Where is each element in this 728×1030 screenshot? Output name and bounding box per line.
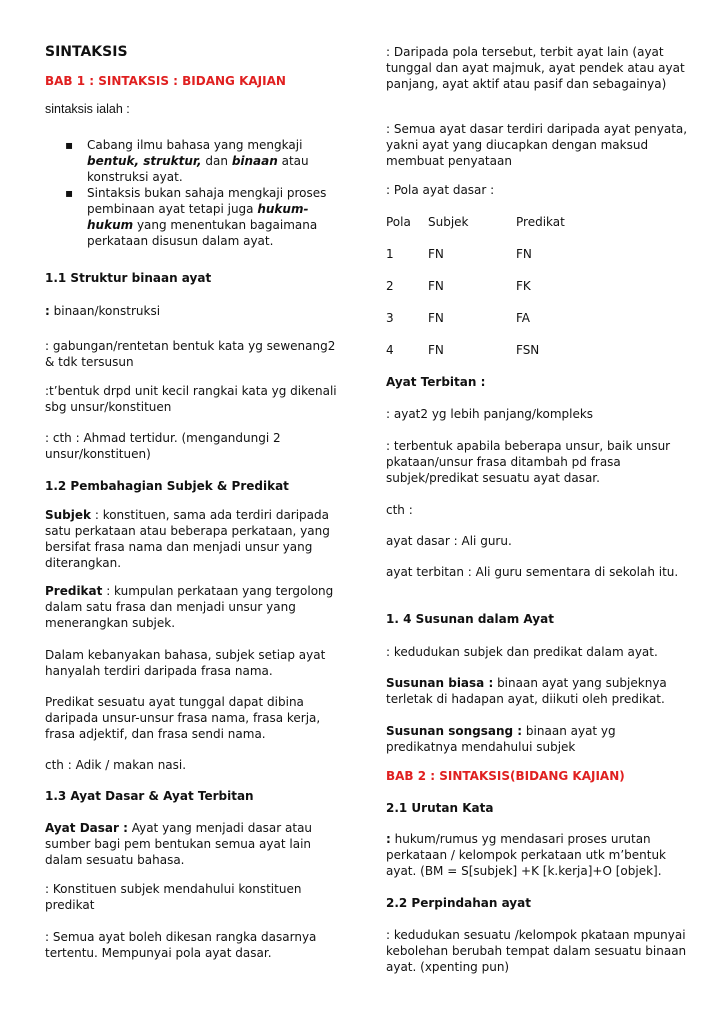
column-header: Pola (386, 215, 411, 229)
table-row (386, 278, 565, 310)
square-bullet-icon: ▪ (65, 138, 74, 152)
table-row (386, 310, 565, 342)
table-cell: FN (428, 343, 444, 357)
page-title: SINTAKSIS (45, 44, 128, 60)
paragraph: : Semua ayat boleh dikesan rangka dasarnya tertentu. Mempunyai pola ayat dasar. (45, 930, 317, 960)
table-cell: 3 (386, 311, 394, 325)
paragraph: : kedudukan subjek dan predikat dalam ayat. (386, 645, 658, 659)
section-2-1-heading: 2.1 Urutan Kata (386, 801, 494, 815)
table-cell: FA (516, 311, 531, 325)
example-text: ayat dasar : Ali guru. (386, 534, 512, 548)
column-header: Subjek (428, 215, 469, 229)
list-item: ▪ Sintaksis bukan sahaja mengkaji proses pembinaan ayat tetapi juga hukum-hukum yang menentukan bagaimana perkataan disusun dalam ayat. (65, 186, 327, 248)
paragraph: : gabungan/rentetan bentuk kata yg sewenang2 & tdk tersusun (45, 339, 336, 369)
square-bullet-icon: ▪ (65, 186, 74, 200)
paragraph: : kedudukan sesuatu /kelompok pkataan mpunyai kebolehan berubah tempat dalam sesuatu binaan ayat. (xpenting pun) (386, 928, 687, 974)
table-cell: 4 (386, 343, 394, 357)
table-cell: 2 (386, 279, 394, 293)
paragraph: : Pola ayat dasar : (386, 183, 495, 197)
example-label: cth : (386, 503, 413, 517)
table-cell: FK (516, 279, 531, 293)
paragraph: : binaan/konstruksi (45, 304, 161, 318)
column-header: Predikat (516, 215, 565, 229)
chapter-1-heading: BAB 1 : SINTAKSIS : BIDANG KAJIAN (45, 74, 286, 88)
table-header-row (386, 214, 565, 246)
pola-ayat-table (386, 214, 565, 374)
table-cell: FN (516, 247, 532, 261)
paragraph: : cth : Ahmad tertidur. (mengandungi 2 unsur/konstituen) (45, 431, 281, 461)
section-1-3-heading: 1.3 Ayat Dasar & Ayat Terbitan (45, 789, 254, 803)
intro-text: sintaksis ialah : (45, 102, 130, 116)
predikat-definition: Predikat : kumpulan perkataan yang tergolong dalam satu frasa dan menjadi unsur yang menerangkan subjek. (45, 584, 334, 630)
susunan-songsang-definition: Susunan songsang : binaan ayat yg predikatnya mendahului subjek (386, 724, 616, 754)
chapter-2-heading: BAB 2 : SINTAKSIS(BIDANG KAJIAN) (386, 769, 625, 783)
section-1-4-heading: 1. 4 Susunan dalam Ayat (386, 612, 554, 626)
paragraph: : terbentuk apabila beberapa unsur, baik unsur pkataan/unsur frasa ditambah pd frasa subjek/predikat sesuatu ayat dasar. (386, 439, 671, 485)
table-cell: FN (428, 247, 444, 261)
table-cell: 1 (386, 247, 394, 261)
ayat-dasar-definition: Ayat Dasar : Ayat yang menjadi dasar atau sumber bagi pem bentukan semua ayat lain dalam sesuatu bahasa. (45, 821, 313, 867)
section-1-2-heading: 1.2 Pembahagian Subjek & Predikat (45, 479, 289, 493)
example-text: cth : Adik / makan nasi. (45, 758, 187, 772)
paragraph: : hukum/rumus yg mendasari proses urutan perkataan / kelompok perkataan utk m’bentuk ayat. (BM = S[subjek] +K [k.kerja]+O [objek]. (386, 832, 667, 878)
section-2-2-heading: 2.2 Perpindahan ayat (386, 896, 531, 910)
table-cell: FN (428, 311, 444, 325)
paragraph: : ayat2 yg lebih panjang/kompleks (386, 407, 594, 421)
section-1-1-heading: 1.1 Struktur binaan ayat (45, 271, 212, 285)
subjek-definition: Subjek : konstituen, sama ada terdiri daripada satu perkataan atau beberapa perkataan, yang bersifat frasa nama dan menjadi unsur yang diterangkan. (45, 508, 330, 570)
paragraph: :t’bentuk drpd unit kecil rangkai kata yg dikenali sbg unsur/konstituen (45, 384, 337, 414)
paragraph: : Konstituen subjek mendahului konstituen predikat (45, 882, 302, 912)
paragraph: : Daripada pola tersebut, terbit ayat lain (ayat tunggal dan ayat majmuk, ayat pendek atau ayat panjang, ayat aktif atau pasif dan sebagainya) (386, 45, 685, 91)
ayat-terbitan-heading: Ayat Terbitan : (386, 375, 486, 389)
paragraph: Predikat sesuatu ayat tunggal dapat dibina daripada unsur-unsur frasa nama, frasa kerja, frasa adjektif, dan frasa sendi nama. (45, 695, 321, 741)
list-item: ▪ Cabang ilmu bahasa yang mengkaji bentuk, struktur, dan binaan atau konstruksi ayat. (65, 138, 309, 184)
definition-list (45, 137, 343, 249)
table-row (386, 246, 565, 278)
example-text: ayat terbitan : Ali guru sementara di sekolah itu. (386, 565, 679, 579)
table-row (386, 342, 565, 374)
table-cell: FSN (516, 343, 540, 357)
paragraph: : Semua ayat dasar terdiri daripada ayat penyata, yakni ayat yang diucapkan dengan maksud membuat penyataan (386, 122, 688, 168)
table-cell: FN (428, 279, 444, 293)
susunan-biasa-definition: Susunan biasa : binaan ayat yang subjeknya terletak di hadapan ayat, diikuti oleh predikat. (386, 676, 667, 706)
paragraph: Dalam kebanyakan bahasa, subjek setiap ayat hanyalah terdiri daripada frasa nama. (45, 648, 326, 678)
